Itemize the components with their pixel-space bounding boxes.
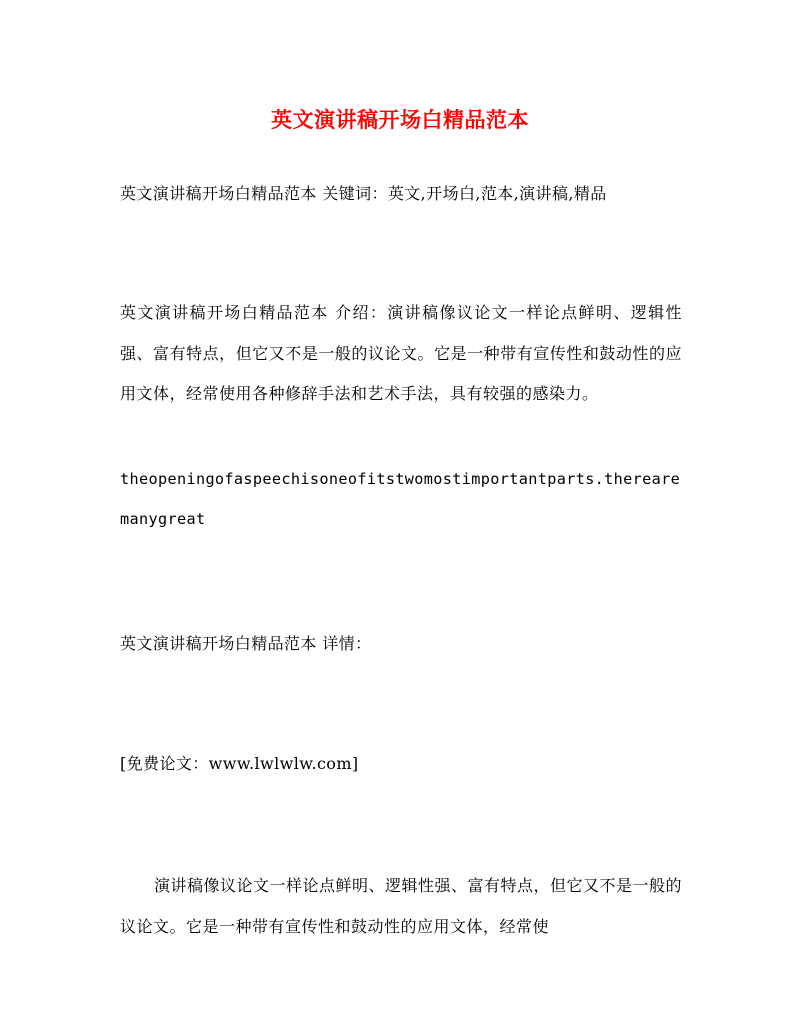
english-text: theopeningofaspeechisoneofitstwomostimportantparts.therearemanygreat bbox=[120, 470, 681, 528]
source-line: [免费论文：www.lwlwlw.com] bbox=[120, 754, 359, 773]
keywords-line: 英文演讲稿开场白精品范本 关键词：英文,开场白,范本,演讲稿,精品 bbox=[120, 184, 607, 203]
details-line: 英文演讲稿开场白精品范本 详情： bbox=[120, 634, 372, 653]
intro-paragraph: 英文演讲稿开场白精品范本 介绍：演讲稿像议论文一样论点鲜明、逻辑性强、富有特点，但它又不是一般的议论文。它是一种带有宣传性和鼓动性的应用文体，经常使用各种修辞手法和艺术手法，具有较强的感染力。 bbox=[120, 303, 682, 403]
document-title: 英文演讲稿开场白精品范本 bbox=[271, 107, 529, 132]
body-paragraph: 演讲稿像议论文一样论点鲜明、逻辑性强、富有特点，但它又不是一般的议论文。它是一种带有宣传性和鼓动性的应用文体，经常使 bbox=[120, 876, 683, 936]
